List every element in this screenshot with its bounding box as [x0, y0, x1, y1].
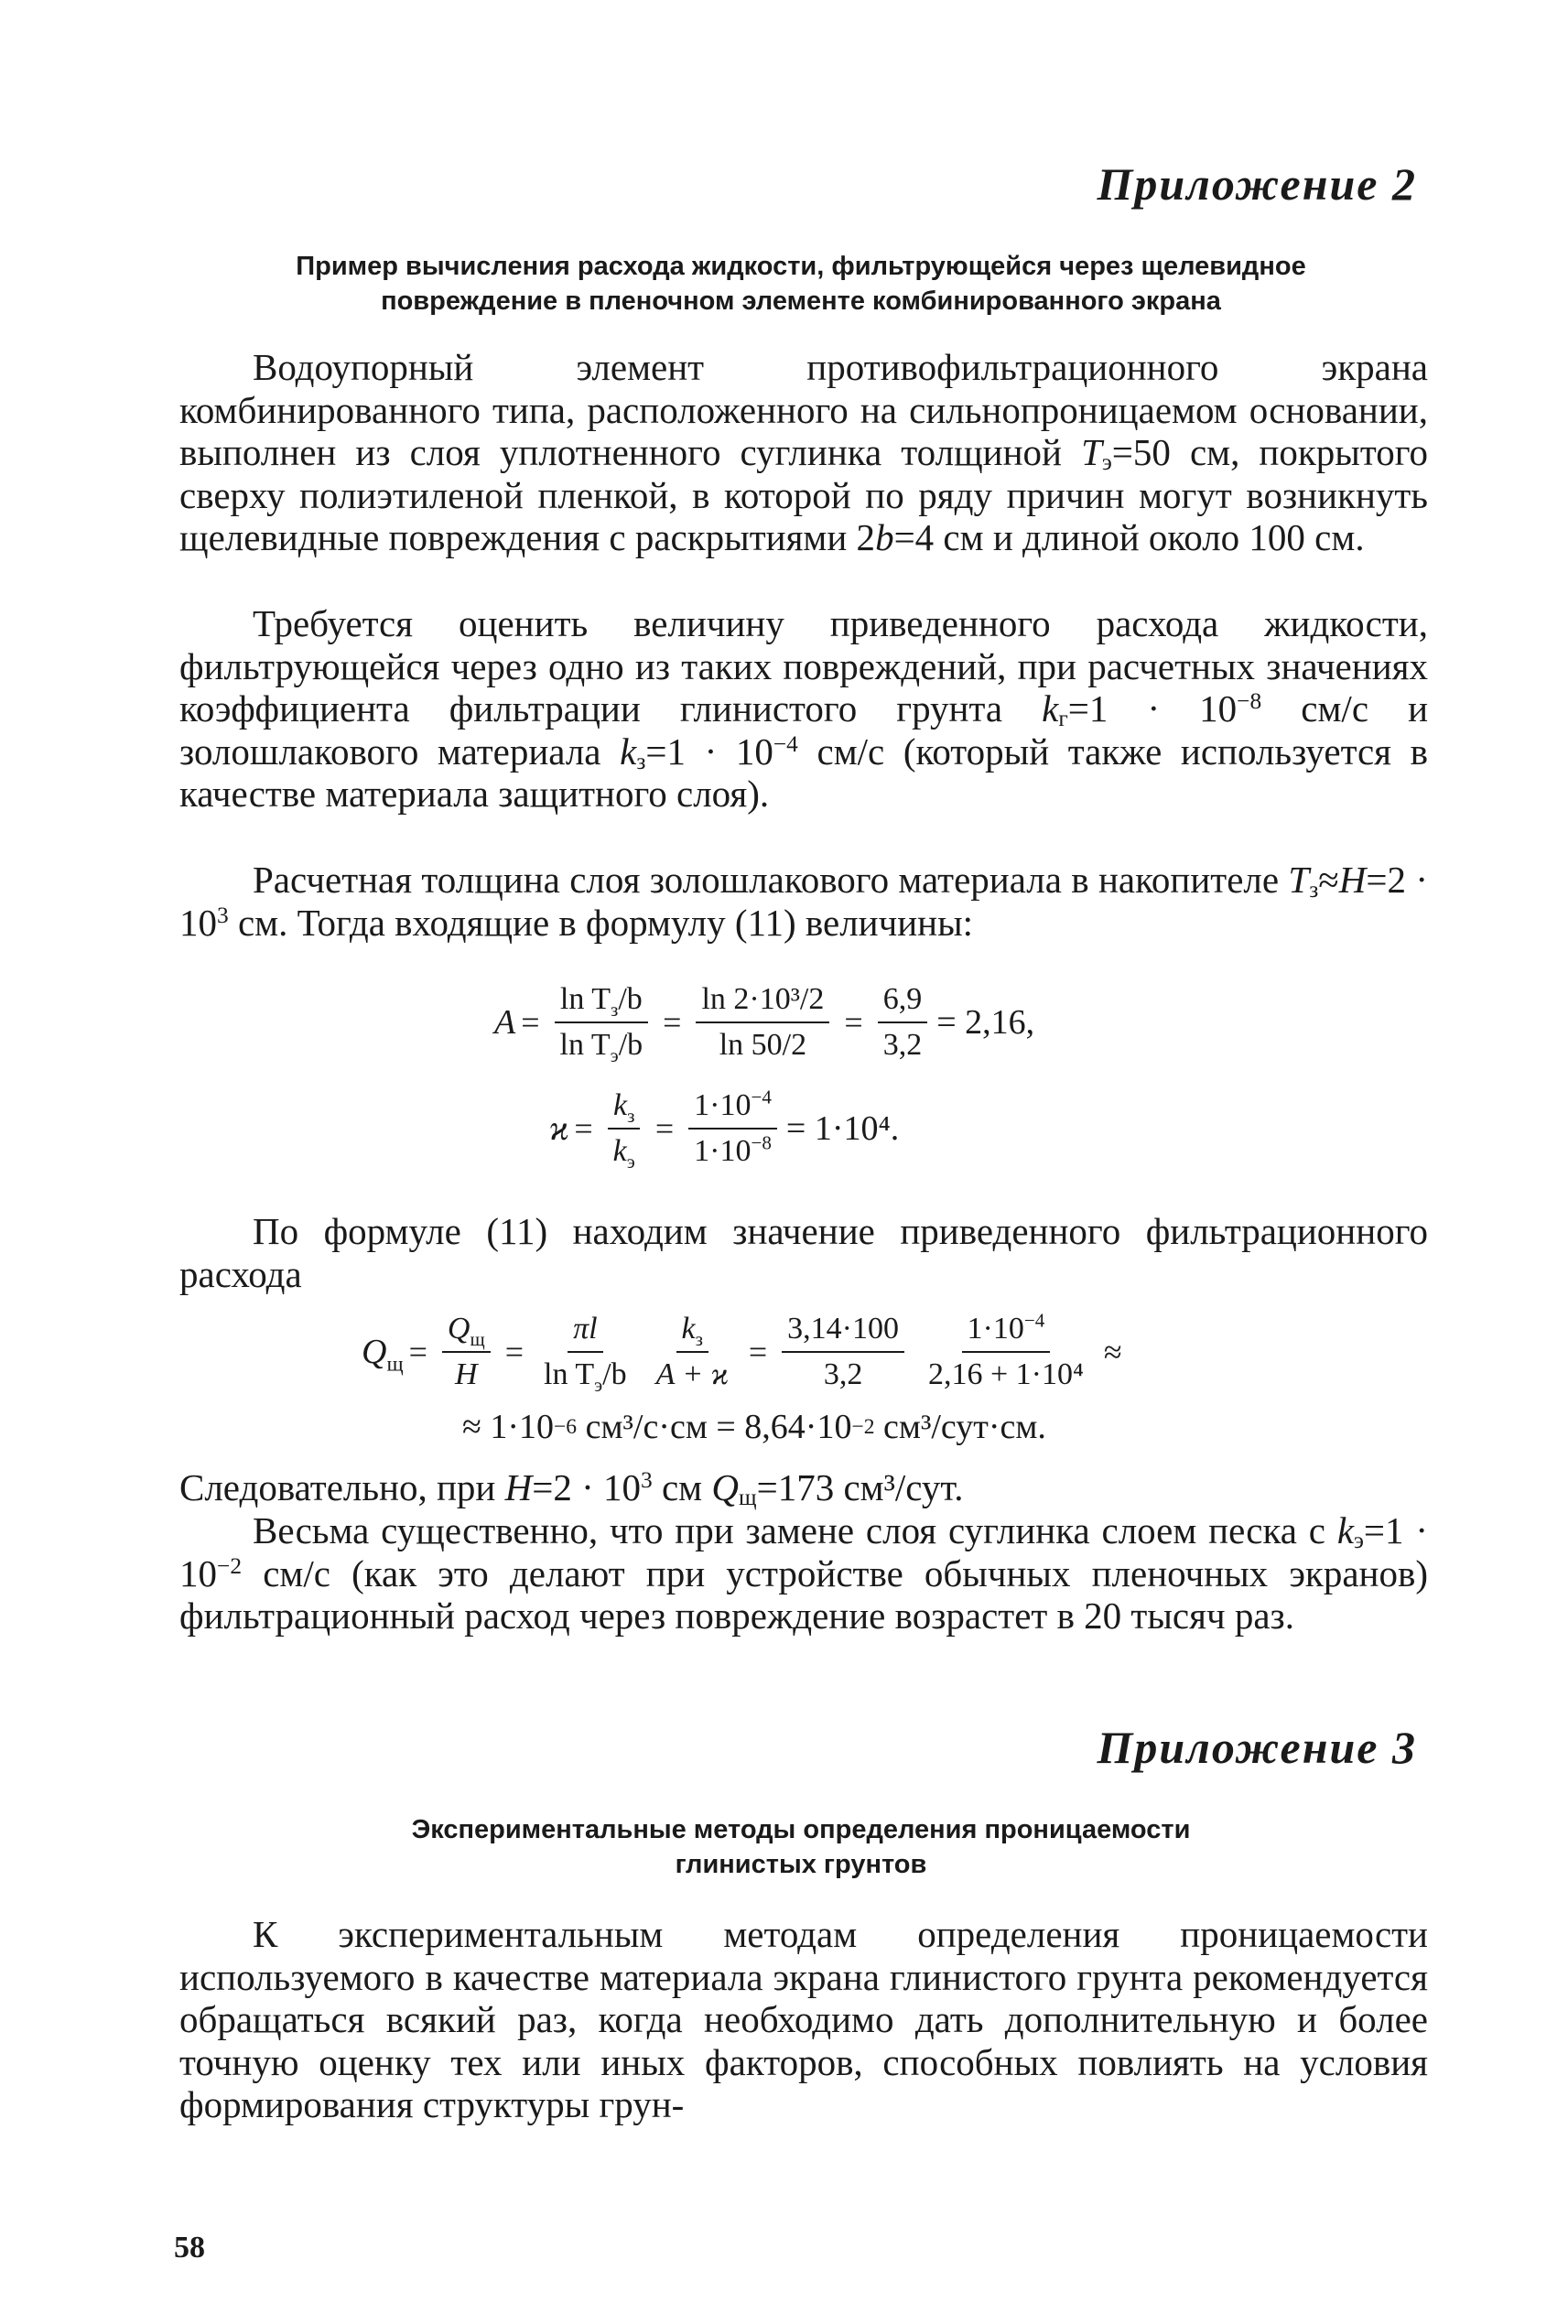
paragraph-2-text: Требуется оценить величину приведенного расхода жидкости, фильтрующейся через одно из таких повреждений, при расчетных значениях коэффициента фильтрации глинистого грунта: [179, 602, 1428, 730]
formula-a-result: = 2,16,: [936, 1003, 1035, 1042]
formula-q: $Q_щ$ = $\frac{Q_щ}{H}$ = $\frac{\pi l}{\ln T_э/b}$ $\frac{k_з}{A + ϰ}$ = $\frac{3,14\cdot 100}{3,2}$ $\frac{1\cdot 10^{-4}}{\text{2,16 + 1·10⁴}}$ ≈: [362, 1309, 1122, 1396]
appendix-2-title-line-2: повреждение в пленочном элементе комбинированного экрана: [381, 286, 1221, 316]
paragraph-2-text-e: см/с (который также используется в качестве материала защитного слоя).: [179, 730, 1429, 815]
formula-kappa-frac-2: $\frac{1\cdot 10^{-4}}{1\cdot 10^{-8}}$: [688, 1087, 777, 1170]
appendix-3-paragraph-1: [179, 1913, 1428, 2126]
appendix-2-title-line-1: Пример вычисления расхода жидкости, фильтрующейся через щелевидное: [296, 252, 1306, 281]
appendix-2-title: [174, 249, 1428, 319]
formula-q-frac-4: $\frac{3,14\cdot 100}{3,2}$: [782, 1311, 904, 1393]
paragraph-1-text: Водоупорный элемент противофильтрационного экрана комбинированного типа, расположенного на сильнопроницаемом основании, выполнен из слоя уплотненного суглинка толщиной: [179, 346, 1428, 473]
paragraph-3-text-c: см. Тогда входящие в формулу (11) величины:: [237, 901, 974, 944]
formula-q-frac-5: $\frac{1\cdot 10^{-4}}{\text{2,16 + 1·10⁴}}$: [927, 1309, 1084, 1391]
formula-kappa: ϰ = $\frac{k_з}{k_э}$ = $\frac{1\cdot 10^{-4}}{1\cdot 10^{-8}}$ = 1·10⁴.: [549, 1086, 900, 1173]
paragraph-2-text-b: =1 · 10: [1067, 687, 1238, 730]
paragraph-1: Водоупорный элемент противофильтрационного экрана комбинированного типа, расположенного на сильнопроницаемом основании, выполнен из слоя уплотненного суглинка толщиной $T_э=50$ см, покрытого сверху полиэтиленой пленкой, в которой по ряду причин могут возникнуть щелевидные повреждения с раскрытиями 2b=4 см и длиной около 100 см.: [179, 346, 1428, 558]
paragraph-5-text-d: =173 см³/сут.: [756, 1466, 964, 1508]
paragraph-3-text: Расчетная толщина слоя золошлакового материала в накопителе: [253, 859, 1280, 901]
appendix-3-title: [174, 1812, 1428, 1882]
formula-a-lhs: A: [494, 1003, 516, 1042]
formula-q-frac-2: $\frac{\pi l}{\ln T_э/b}$: [544, 1312, 627, 1396]
paragraph-3: Расчетная толщина слоя золошлакового материала в накопителе $T_з\approx H=2 \cdot 10^3$ см. Тогда входящие в формулу (11) величины:: [179, 859, 1429, 944]
paragraph-4: [179, 1210, 1428, 1295]
paragraph-6-text: Весьма существенно, что при замене слоя суглинка слоем песка с: [253, 1509, 1325, 1551]
paragraph-6: Весьма существенно, что при замене слоя суглинка слоем песка с $k_э=1 \cdot 10^{-2}$ см/с (как это делают при устройстве обычных пленочных экранов) фильтрационный расход через повреждение возрастет в 20 тысяч раз.: [179, 1509, 1429, 1637]
formula-kappa-lhs: ϰ: [549, 1109, 569, 1148]
formula-a: A = $\frac{\ln T_з/b}{\ln T_э/b}$ = $\frac{\text{ln 2·10³/2}}{\ln 50/2}$ = $\frac{6,9}{3,2}$ = 2,16,: [494, 982, 1035, 1066]
paragraph-5-text-c: см: [661, 1466, 703, 1508]
paragraph-1-text-c: =4 см и длиной около 100 см.: [893, 516, 1365, 558]
appendix-3-title-line-2: глинистых грунтов: [675, 1850, 927, 1879]
formula-kappa-frac-1: $\frac{k_з}{k_э}$: [608, 1087, 641, 1170]
formula-a-frac-3: $\frac{6,9}{3,2}$: [878, 981, 928, 1064]
formula-q-line-2: ≈ 1·10 −6 см³/с·см = 8,64·10 −2 см³/сут·см.: [462, 1408, 1046, 1446]
paragraph-5: Следовательно, при $H=2 \cdot 10^3$ см $Q_щ=173$ см³/сут.: [179, 1466, 964, 1511]
page-number: 58: [174, 2231, 205, 2265]
formula-a-frac-1: $\frac{\ln T_з/b}{\ln T_э/b}$: [555, 981, 649, 1064]
appendix-2-heading: Приложение 2: [1097, 158, 1417, 210]
formula-kappa-result: = 1·10⁴.: [785, 1109, 900, 1148]
formula-q-frac-1: $\frac{Q_щ}{H}$: [442, 1311, 491, 1393]
appendix-3-heading: Приложение 3: [1097, 1722, 1417, 1773]
paragraph-4-text: По формуле (11) находим значение приведенного фильтрационного расхода: [179, 1210, 1428, 1295]
paragraph-6-text-b: =1 · 10: [179, 1509, 1429, 1594]
paragraph-5-text: Следовательно, при: [179, 1466, 496, 1508]
paragraph-3-text-b: =2 · 10: [179, 859, 1429, 944]
paragraph-5-text-b: =2 · 10: [532, 1466, 642, 1508]
formula-a-frac-2: $\frac{\text{ln 2·10³/2}}{\ln 50/2}$: [696, 981, 829, 1064]
paragraph-2-text-c: см/с и золошлакового материала: [179, 687, 1429, 773]
paragraph-2-text-d: =1 · 10: [645, 730, 773, 773]
formula-q-frac-3: $\frac{k_з}{A + ϰ}$: [655, 1312, 729, 1391]
formula-q-lhs: Q: [362, 1333, 387, 1371]
paragraph-1-text-b: =50 см, покрытого сверху полиэтиленой пленкой, в которой по ряду причин могут возникнуть щелевидные повреждения с раскрытиями 2: [179, 431, 1428, 558]
paragraph-2: Требуется оценить величину приведенного расхода жидкости, фильтрующейся через одно из таких повреждений, при расчетных значениях коэффициента фильтрации глинистого грунта $k_г=1 \cdot 10^{-8}$ см/с и золошлакового материала $k_з=1 \cdot 10^{-4}$ см/с (который также используется в качестве материала защитного слоя).: [179, 602, 1429, 815]
paragraph-6-text-c: см/с (как это делают при устройстве обычных пленочных экранов) фильтрационный расход через повреждение возрастет в 20 тысяч раз.: [179, 1551, 1428, 1637]
appendix-3-paragraph-1-text: К экспериментальным методам определения проницаемости используемого в качестве материала экрана глинистого грунта рекомендуется обращаться всякий раз, когда необходимо дать дополнительную и более точную оценку тех или иных факторов, способных повлиять на условия формирования структуры грун-: [179, 1913, 1428, 2125]
appendix-3-title-line-1: Экспериментальные методы определения проницаемости: [411, 1815, 1191, 1844]
